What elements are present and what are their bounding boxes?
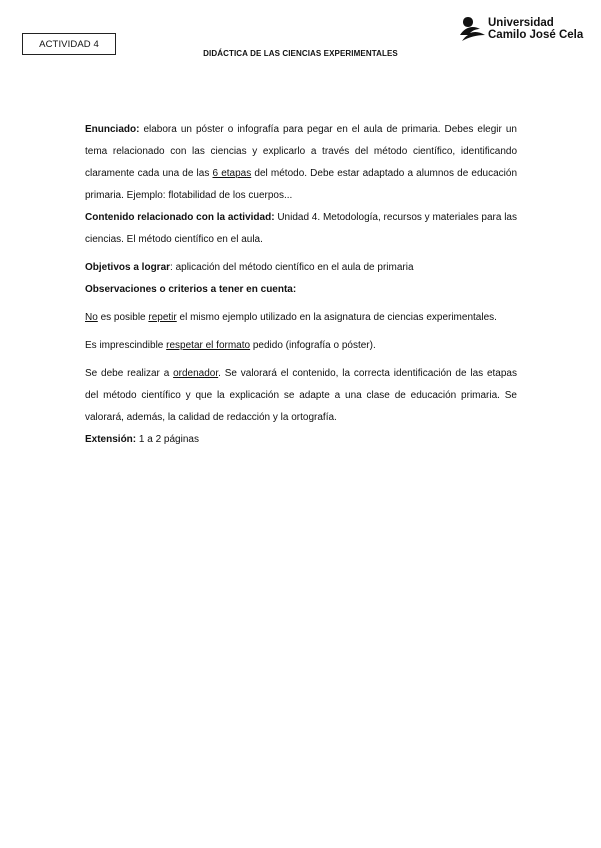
extension-paragraph [85, 429, 517, 451]
criterio-2-text-1: Es imprescindible [85, 340, 167, 351]
criterio-1-paragraph [85, 307, 517, 329]
enunciado-label: Enunciado: [85, 124, 140, 135]
criterio-2-text-2: pedido (infografía o póster). [250, 340, 376, 351]
criterio-2-formato: respetar el formato [166, 340, 251, 351]
document-title: DIDÁCTICA DE LAS CIENCIAS EXPERIMENTALES [203, 49, 398, 58]
criterio-1-no: No [85, 312, 98, 323]
criterio-1-text-1: es posible [97, 312, 149, 323]
etapas-underlined: 6 etapas [212, 168, 252, 179]
document-body [85, 119, 517, 451]
extension-label: Extensión: [85, 434, 137, 445]
criterio-1-text-2: el mismo ejemplo utilizado en la asignatura de ciencias experimentales. [176, 312, 497, 323]
contenido-paragraph [85, 207, 517, 251]
observaciones-label: Observaciones o criterios a tener en cuenta: [85, 284, 297, 295]
objetivos-paragraph [85, 257, 517, 279]
logo-line-2: Camilo José Cela [488, 29, 584, 41]
university-emblem-icon [459, 16, 487, 42]
logo-line-1: Universidad [488, 17, 554, 29]
observaciones-paragraph [85, 279, 517, 301]
criterio-3-text-2: . Se valorará el contenido, la correcta identificación de las etapas del método científico y que la explicación se adapte a una clase de educación primaria. Se valorará, además, la calidad de redacción y la ortografía. [85, 368, 517, 423]
enunciado-text-2: del método. Debe estar adaptado a alumnos de educación primaria. Ejemplo: flotabilidad de los cuerpos... [85, 168, 517, 201]
objetivos-label: Objetivos a lograr [85, 262, 171, 273]
activity-label: ACTIVIDAD 4 [39, 38, 99, 50]
enunciado-paragraph [85, 119, 517, 207]
enunciado-text-1: elabora un póster o infografía para pegar en el aula de primaria. Debes elegir un tema relacionado con las ciencias y explicarlo a través del método científico, identificando claramente cada una de las [85, 124, 517, 179]
criterio-2-paragraph [85, 335, 517, 357]
criterio-3-ordenador: ordenador [173, 368, 219, 379]
criterio-3-paragraph [85, 363, 517, 429]
extension-text: 1 a 2 páginas [136, 434, 199, 445]
objetivos-text: : aplicación del método científico en el aula de primaria [170, 262, 414, 273]
university-logo [459, 16, 589, 42]
criterio-1-repetir: repetir [148, 312, 177, 323]
contenido-text: Unidad 4. Metodología, recursos y materiales para las ciencias. El método científico en el aula. [85, 212, 517, 245]
contenido-label: Contenido relacionado con la actividad: [85, 212, 275, 223]
criterio-3-text-1: Se debe realizar a [85, 368, 174, 379]
